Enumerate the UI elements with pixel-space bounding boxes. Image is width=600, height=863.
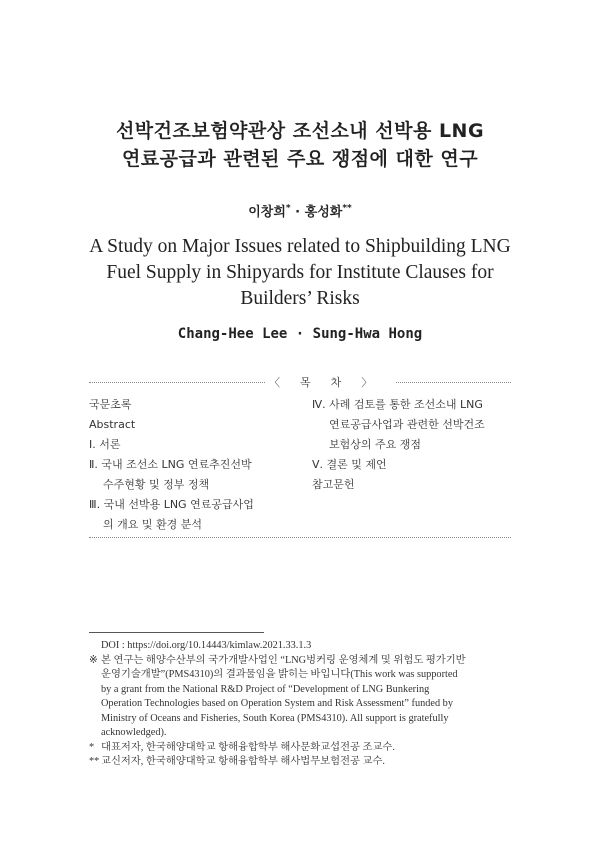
english-title-line-3: Builders’ Risks: [240, 288, 360, 309]
funding-note-line: 운영기술개발”(PMS4310)의 결과물임을 밝히는 바입니다(This work was supported: [101, 669, 458, 680]
funding-note-mark: ※: [89, 654, 98, 666]
toc-item: 수주현황 및 정부 정책: [103, 478, 210, 491]
toc-item: 보험상의 주요 쟁점: [329, 438, 422, 451]
korean-title-line-1: 선박건조보험약관상 조선소내 선박용 LNG: [115, 120, 485, 142]
table-of-contents: [89, 376, 511, 538]
author-1-note-mark: *: [89, 741, 95, 753]
toc-item: 국문초록: [89, 398, 132, 411]
funding-note-line: ※ 본 연구는 해양수산부의 국가개발사업인 “LNG벙커링 운영체계 및 위험도 평가기반: [89, 654, 511, 669]
toc-item: Ⅱ. 국내 조선소 LNG 연료추진선박: [89, 458, 252, 471]
toc-item: Ⅳ. 사례 검토를 통한 조선소내 LNG: [312, 398, 483, 411]
doi-note: DOI : https://doi.org/10.14443/kimlaw.2021.33.1.3: [101, 640, 312, 651]
author-2-mark: **: [342, 203, 352, 214]
toc-item: Ⅰ. 서론: [89, 438, 121, 451]
author-2-note-mark: **: [89, 756, 100, 767]
author-2-korean: 홍성화: [304, 205, 343, 220]
footnote-divider: [89, 632, 264, 633]
english-title-line-2: Fuel Supply in Shipyards for Institute Clauses for: [106, 262, 494, 283]
funding-note-line: acknowledged).: [101, 727, 167, 738]
funding-note-line: by a grant from the National R&D Project of “Development of LNG Bunkering: [101, 683, 430, 695]
funding-note-line: Ministry of Oceans and Fisheries, South Korea (PMS4310). All support is gratefully: [101, 712, 449, 724]
toc-right-column: [312, 395, 512, 495]
funding-note-line: Operation Technologies based on Operation System and Risk Assessment” funded by: [101, 698, 453, 709]
korean-title-line-2: 연료공급과 관련된 주요 쟁점에 대한 연구: [121, 148, 479, 170]
toc-item: 참고문헌: [312, 478, 355, 491]
toc-item: Ⅴ. 결론 및 제언: [312, 458, 387, 471]
toc-item: Abstract: [89, 418, 136, 431]
author-separator: ·: [290, 205, 305, 220]
toc-heading: 〈목차〉: [265, 374, 396, 390]
toc-item: 의 개요 및 환경 분석: [103, 518, 202, 531]
author-1-mark: *: [285, 203, 291, 214]
footnotes: [89, 639, 511, 770]
toc-left-column: [89, 395, 304, 535]
english-title-line-1: A Study on Major Issues related to Shipbuilding LNG: [89, 236, 511, 257]
author-2-note: ** 교신저자, 한국해양대학교 항해융합학부 해사법무보험전공 교수.: [89, 755, 511, 770]
toc-item: Ⅲ. 국내 선박용 LNG 연료공급사업: [89, 498, 254, 511]
korean-authors: [0, 201, 600, 220]
english-authors: Chang-Hee Lee · Sung-Hwa Hong: [177, 326, 423, 342]
author-1-note: * 대표저자, 한국해양대학교 항해융합학부 해사문화교섭전공 조교수.: [89, 741, 511, 756]
toc-item: 연료공급사업과 관련한 선박건조: [329, 418, 485, 431]
author-1-korean: 이창희: [248, 205, 286, 220]
